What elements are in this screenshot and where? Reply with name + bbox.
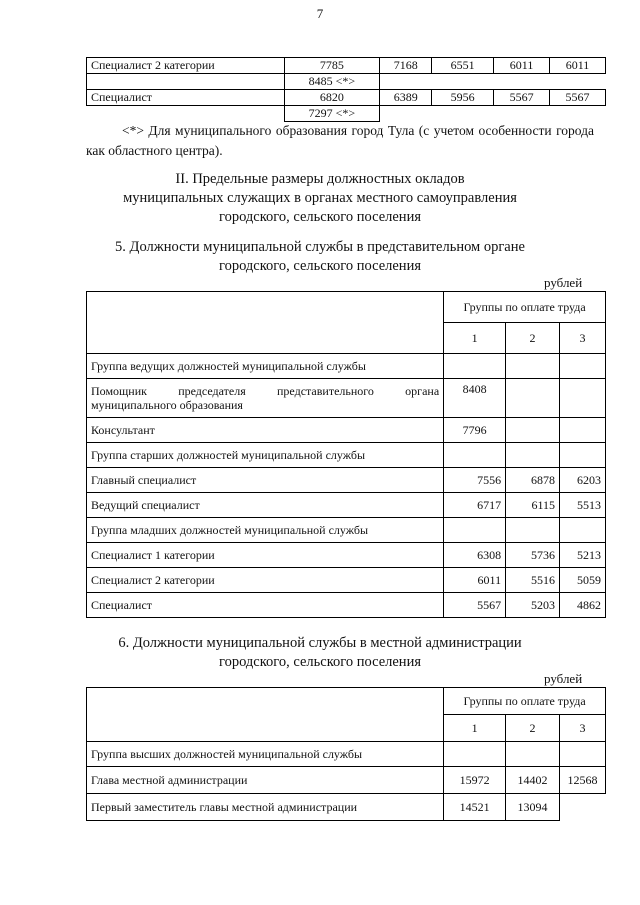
salary-cell: 15972 [444,767,506,794]
table-header-row [87,292,606,323]
section6-subtitle: городского, сельского поселения [218,654,421,670]
salary-cell: 7168 [380,58,432,74]
table-row [87,493,606,518]
salary-cell: 5203 [506,593,560,618]
salary-cell: 4862 [560,593,606,618]
salary-cell: 6011 [550,58,606,74]
salary-cell [560,443,606,468]
column-number: 3 [560,323,606,354]
section5-subtitle: городского, сельского поселения [218,258,421,274]
salary-cell [444,354,506,379]
group-label: Группа младших должностей муниципальной службы [87,518,444,543]
position-label: Специалист 2 категории [87,58,285,74]
salary-cell: 5516 [506,568,560,593]
salary-cell [506,379,560,418]
salary-cell: 8485 <*> [284,74,380,90]
table-row [87,767,606,794]
table-row [87,90,606,106]
table-row [87,58,606,74]
salary-cell [560,418,606,443]
section-heading-line: II. Предельные размеры должностных окладов [175,171,465,187]
salary-cell: 6203 [560,468,606,493]
salary-cell: 6717 [444,493,506,518]
salary-cell: 6551 [432,58,494,74]
group-label: Группа ведущих должностей муниципальной службы [87,354,444,379]
salary-cell: 12568 [560,767,606,794]
empty-cell [380,106,432,122]
salary-cell: 7297 <*> [284,106,380,122]
table-row [87,794,606,821]
group-label: Группа старших должностей муниципальной службы [87,443,444,468]
table-row [87,379,606,418]
salary-cell: 5736 [506,543,560,568]
table-row [87,543,606,568]
salary-cell: 6011 [494,58,550,74]
salary-cell: 7796 [444,418,506,443]
salary-cell: 13094 [506,794,560,821]
salary-cell [560,379,606,418]
position-label: Ведущий специалист [87,493,444,518]
position-label [87,74,285,90]
salary-cell: 5567 [444,593,506,618]
salary-cell [560,794,606,821]
section5-table [86,291,606,618]
empty-cell [432,106,494,122]
empty-cell [494,106,550,122]
position-label [87,106,285,122]
empty-cell [380,74,432,90]
salary-cell [506,443,560,468]
position-label: Главный специалист [87,468,444,493]
group-label: Группа высших должностей муниципальной службы [87,742,444,767]
footnote: <*> Для муниципального образования город Тула (с учетом особенности города как областного центра). [86,123,594,158]
header-empty-cell [87,292,444,354]
position-label: Помощник председателя представительного органа муниципального образования [87,379,444,418]
salary-cell: 7785 [284,58,380,74]
section-heading-line: городского, сельского поселения [218,209,421,225]
salary-cell [506,418,560,443]
table-row [87,443,606,468]
top-salary-table [86,57,606,122]
position-label: Специалист 2 категории [87,568,444,593]
group-header: Группы по оплате труда [444,688,606,715]
salary-cell [444,518,506,543]
position-label: Первый заместитель главы местной администрации [87,794,444,821]
page-number: 7 [316,6,324,21]
salary-cell: 6115 [506,493,560,518]
salary-cell: 5567 [494,90,550,106]
unit-label: рублей [544,275,583,290]
position-label: Специалист 1 категории [87,543,444,568]
salary-cell: 7556 [444,468,506,493]
salary-cell [506,354,560,379]
salary-cell: 6308 [444,543,506,568]
section5-title: 5. Должности муниципальной службы в представительном органе [115,239,525,255]
salary-cell: 5956 [432,90,494,106]
table-row [87,593,606,618]
salary-cell: 14521 [444,794,506,821]
section6-table [86,687,606,821]
table-row [87,106,606,122]
unit-label: рублей [544,671,583,686]
salary-cell [444,742,506,767]
position-label: Специалист [87,90,285,106]
salary-cell [506,518,560,543]
empty-cell [550,74,606,90]
table-row [87,742,606,767]
salary-cell [506,742,560,767]
table-row [87,568,606,593]
salary-cell: 5213 [560,543,606,568]
position-label: Глава местной администрации [87,767,444,794]
salary-cell: 8408 [444,379,506,418]
section-heading-line: муниципальных служащих в органах местного самоуправления [123,190,517,206]
salary-cell: 6878 [506,468,560,493]
table-row [87,354,606,379]
column-number: 2 [506,323,560,354]
table-row [87,468,606,493]
table-row [87,418,606,443]
salary-cell: 5567 [550,90,606,106]
salary-cell [444,443,506,468]
salary-cell: 6011 [444,568,506,593]
table-header-row [87,688,606,715]
column-number: 1 [444,715,506,742]
position-label: Консультант [87,418,444,443]
table-row [87,74,606,90]
salary-cell: 5513 [560,493,606,518]
salary-cell [560,742,606,767]
empty-cell [432,74,494,90]
salary-cell: 6389 [380,90,432,106]
salary-cell [560,518,606,543]
section6-title: 6. Должности муниципальной службы в местной администрации [118,635,522,651]
position-label: Специалист [87,593,444,618]
column-number: 2 [506,715,560,742]
column-number: 3 [560,715,606,742]
empty-cell [494,74,550,90]
salary-cell [560,354,606,379]
salary-cell: 6820 [284,90,380,106]
table-row [87,518,606,543]
header-empty-cell [87,688,444,742]
empty-cell [550,106,606,122]
group-header: Группы по оплате труда [444,292,606,323]
salary-cell: 14402 [506,767,560,794]
salary-cell: 5059 [560,568,606,593]
column-number: 1 [444,323,506,354]
